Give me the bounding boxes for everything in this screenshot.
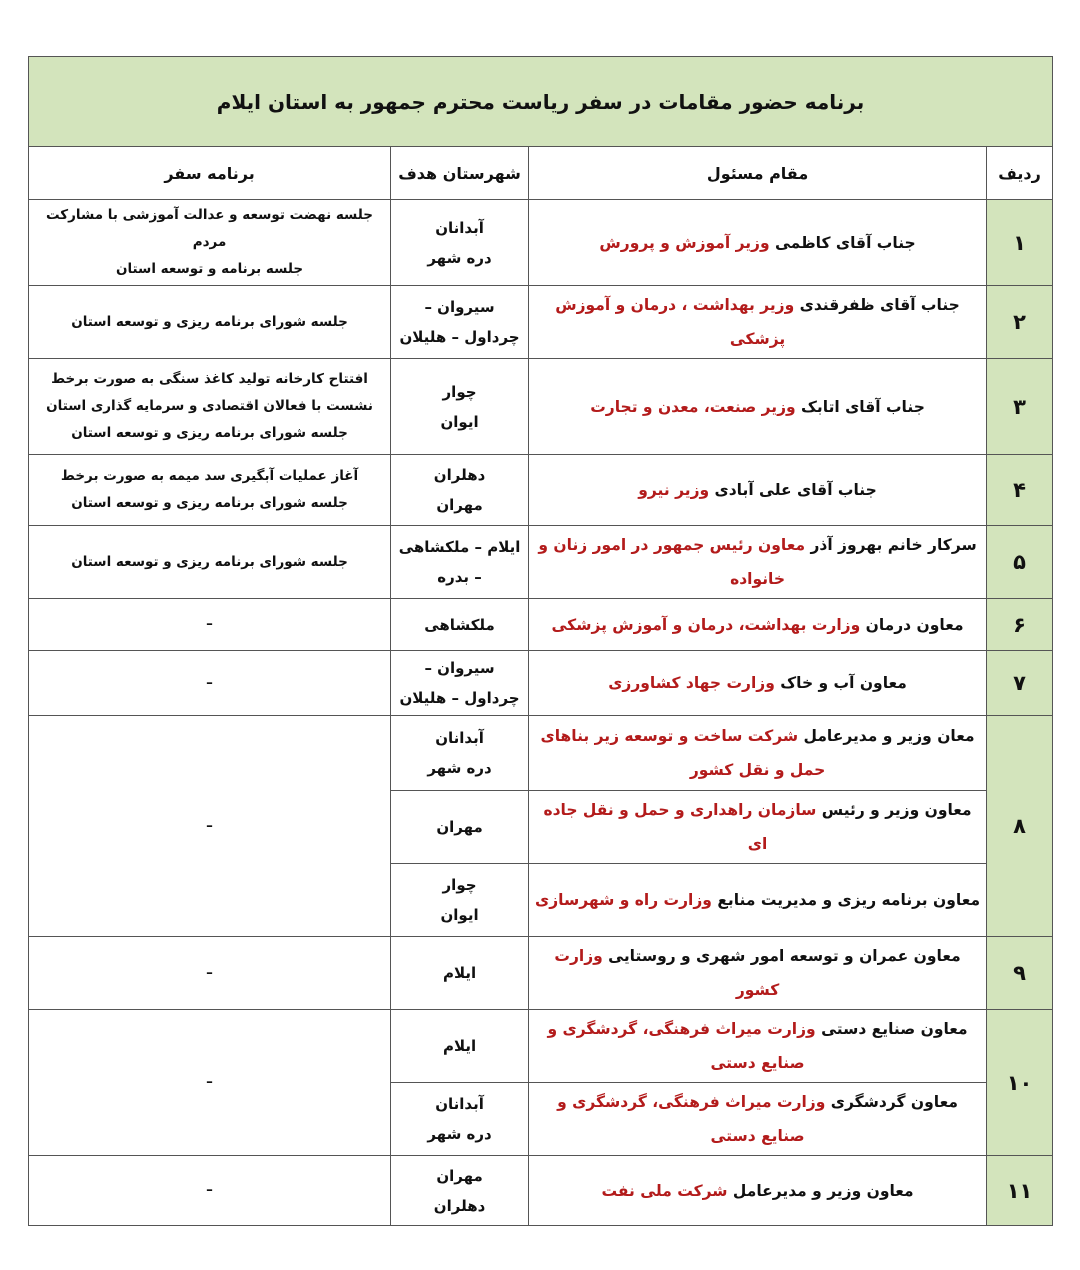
row-number: ۱ bbox=[987, 200, 1053, 286]
program-line: – bbox=[206, 674, 213, 691]
official-name: جناب آقای علی آبادی bbox=[709, 481, 877, 499]
city-line: چوار bbox=[442, 382, 477, 401]
official-name: معاون گردشگری bbox=[825, 1093, 958, 1111]
official-org: وزیر آموزش و پرورش bbox=[599, 233, 770, 252]
official-name: جناب آقای ظفرقندی bbox=[794, 296, 960, 314]
official-org: معاون رئیس جمهور در امور زنان و خانواده bbox=[538, 536, 806, 588]
city-line: دره شهر bbox=[427, 759, 492, 777]
program-cell bbox=[29, 526, 391, 599]
city-cell bbox=[391, 1156, 529, 1226]
table-row bbox=[29, 286, 1053, 359]
row-number: ۴ bbox=[987, 455, 1053, 526]
official-cell bbox=[529, 526, 987, 599]
program-line: – bbox=[206, 616, 213, 632]
city-line: سیروان – bbox=[424, 659, 495, 677]
table-row bbox=[29, 599, 1053, 651]
travel-program-table bbox=[28, 56, 1053, 1226]
program-cell: – bbox=[29, 937, 391, 1010]
table-row bbox=[29, 1010, 1053, 1083]
official-cell bbox=[529, 359, 987, 455]
city-line: ایلام – ملکشاهی bbox=[398, 538, 521, 556]
official-org: وزیر صنعت، معدن و تجارت bbox=[590, 397, 796, 416]
city-line: چرداول – هلیلان bbox=[399, 328, 520, 346]
official-name: معان وزیر و مدیرعامل bbox=[798, 727, 975, 745]
official-org: وزارت کشور bbox=[554, 947, 780, 999]
table-row bbox=[29, 1156, 1053, 1226]
city-line: آبدانان bbox=[435, 218, 484, 237]
program-line: جلسه برنامه و توسعه استان bbox=[115, 261, 304, 277]
row-number: ۹ bbox=[987, 937, 1053, 1010]
city-line: دره شهر bbox=[427, 1125, 492, 1143]
city-line: آبدانان bbox=[435, 1095, 484, 1113]
table-title: برنامه حضور مقامات در سفر ریاست محترم جمهور به استان ایلام bbox=[29, 57, 1053, 147]
city-cell bbox=[391, 1083, 529, 1156]
official-org: وزارت راه و شهرسازی bbox=[535, 891, 712, 909]
program-cell bbox=[29, 651, 391, 716]
official-name: جناب آقای اتابک bbox=[795, 397, 925, 416]
row-number: ۸ bbox=[987, 716, 1053, 937]
official-name: جناب آقای کاظمی bbox=[769, 233, 916, 252]
city-line: – بدره bbox=[437, 568, 482, 586]
city-cell bbox=[391, 359, 529, 455]
table-row bbox=[29, 359, 1053, 455]
city-cell bbox=[391, 200, 529, 286]
program-cell: – bbox=[29, 1010, 391, 1156]
city-cell bbox=[391, 651, 529, 716]
official-org: شرکت ساخت و توسعه زیر بناهای حمل و نقل کشور bbox=[540, 727, 826, 779]
official-name: معاون صنایع دستی bbox=[815, 1020, 968, 1038]
program-cell: – bbox=[29, 716, 391, 937]
city-line: چرداول – هلیلان bbox=[399, 689, 520, 707]
table-row bbox=[29, 651, 1053, 716]
row-number: ۱۱ bbox=[987, 1156, 1053, 1226]
official-name: معاون آب و خاک bbox=[774, 674, 907, 692]
official-org: شرکت ملی نفت bbox=[601, 1181, 728, 1200]
program-line: جلسه نهضت توسعه و عدالت آموزشی با مشارکت مردم bbox=[46, 207, 374, 250]
city-line: مهران bbox=[436, 496, 483, 514]
city-line: آبدانان bbox=[435, 729, 484, 747]
official-org: وزیر نیرو bbox=[638, 481, 710, 499]
official-cell bbox=[529, 937, 987, 1010]
official-org: وزارت جهاد کشاورزی bbox=[608, 674, 775, 692]
city-cell bbox=[391, 599, 529, 651]
official-org: وزارت بهداشت، درمان و آموزش پزشکی bbox=[551, 615, 861, 634]
city-line: ایلام bbox=[442, 964, 477, 982]
program-line: افتتاح کارخانه تولید کاغذ سنگی به صورت برخط bbox=[51, 371, 368, 387]
official-org: وزارت میراث فرهنگی، گردشگری و صنایع دستی bbox=[557, 1093, 826, 1145]
official-cell bbox=[529, 286, 987, 359]
table-row bbox=[29, 937, 1053, 1010]
row-number: ۳ bbox=[987, 359, 1053, 455]
official-org: سازمان راهداری و حمل و نقل جاده ای bbox=[543, 801, 817, 853]
program-cell bbox=[29, 599, 391, 651]
city-cell bbox=[391, 455, 529, 526]
row-number: ۱۰ bbox=[987, 1010, 1053, 1156]
city-cell bbox=[391, 864, 529, 937]
official-name: معاون درمان bbox=[860, 615, 964, 634]
official-name: سرکار خانم بهروز آذر bbox=[805, 536, 977, 554]
official-org: وزارت میراث فرهنگی، گردشگری و صنایع دستی bbox=[547, 1020, 816, 1072]
program-cell: – bbox=[29, 1156, 391, 1226]
city-cell bbox=[391, 1010, 529, 1083]
city-line: سیروان – bbox=[424, 298, 495, 316]
official-cell bbox=[529, 716, 987, 791]
program-cell bbox=[29, 200, 391, 286]
city-cell bbox=[391, 937, 529, 1010]
city-line: دهلران bbox=[433, 466, 486, 484]
city-line: مهران bbox=[436, 818, 483, 836]
program-line: نشست با فعالان اقتصادی و سرمایه گذاری استان bbox=[46, 398, 373, 414]
official-cell bbox=[529, 864, 987, 937]
program-cell bbox=[29, 359, 391, 455]
title-row bbox=[29, 57, 1053, 147]
city-line: دهلران bbox=[433, 1196, 486, 1215]
row-number: ۲ bbox=[987, 286, 1053, 359]
city-cell bbox=[391, 791, 529, 864]
program-line: جلسه شورای برنامه ریزی و توسعه استان bbox=[71, 495, 348, 511]
header-official: مقام مسئول bbox=[529, 147, 987, 200]
official-name: معاون وزیر و رئیس bbox=[816, 801, 972, 819]
header-program: برنامه سفر bbox=[29, 147, 391, 200]
header-row bbox=[29, 147, 1053, 200]
official-cell bbox=[529, 599, 987, 651]
table-row bbox=[29, 716, 1053, 791]
program-cell bbox=[29, 455, 391, 526]
city-line: دره شهر bbox=[427, 248, 492, 267]
official-name: معاون عمران و توسعه امور شهری و روستایی bbox=[602, 947, 961, 965]
city-line: ملکشاهی bbox=[424, 615, 495, 634]
official-cell bbox=[529, 200, 987, 286]
row-number: ۷ bbox=[987, 651, 1053, 716]
program-line: آغاز عملیات آبگیری سد میمه به صورت برخط bbox=[60, 468, 359, 484]
official-cell bbox=[529, 1010, 987, 1083]
official-name: معاون وزیر و مدیرعامل bbox=[727, 1181, 914, 1200]
official-cell bbox=[529, 455, 987, 526]
table-row bbox=[29, 455, 1053, 526]
official-cell bbox=[529, 1156, 987, 1226]
official-cell bbox=[529, 651, 987, 716]
row-number: ۵ bbox=[987, 526, 1053, 599]
official-cell bbox=[529, 791, 987, 864]
city-cell bbox=[391, 286, 529, 359]
city-cell bbox=[391, 716, 529, 791]
city-line: ایلام bbox=[442, 1037, 477, 1055]
program-cell bbox=[29, 286, 391, 359]
header-row-number: ردیف bbox=[987, 147, 1053, 200]
official-name: معاون برنامه ریزی و مدیریت منابع bbox=[711, 891, 981, 909]
city-line: مهران bbox=[436, 1166, 483, 1185]
city-line: ایوان bbox=[440, 412, 479, 431]
table-row bbox=[29, 200, 1053, 286]
city-line: چوار bbox=[442, 876, 477, 894]
program-line: جلسه شورای برنامه ریزی و توسعه استان bbox=[71, 425, 348, 441]
table-row bbox=[29, 526, 1053, 599]
city-line: ایوان bbox=[440, 906, 479, 924]
official-cell bbox=[529, 1083, 987, 1156]
program-line: جلسه شورای برنامه ریزی و توسعه استان bbox=[71, 553, 348, 570]
program-line: جلسه شورای برنامه ریزی و توسعه استان bbox=[71, 313, 348, 330]
city-cell bbox=[391, 526, 529, 599]
header-target-city: شهرستان هدف bbox=[391, 147, 529, 200]
row-number: ۶ bbox=[987, 599, 1053, 651]
official-org: وزیر بهداشت ، درمان و آموزش پزشکی bbox=[555, 296, 795, 348]
